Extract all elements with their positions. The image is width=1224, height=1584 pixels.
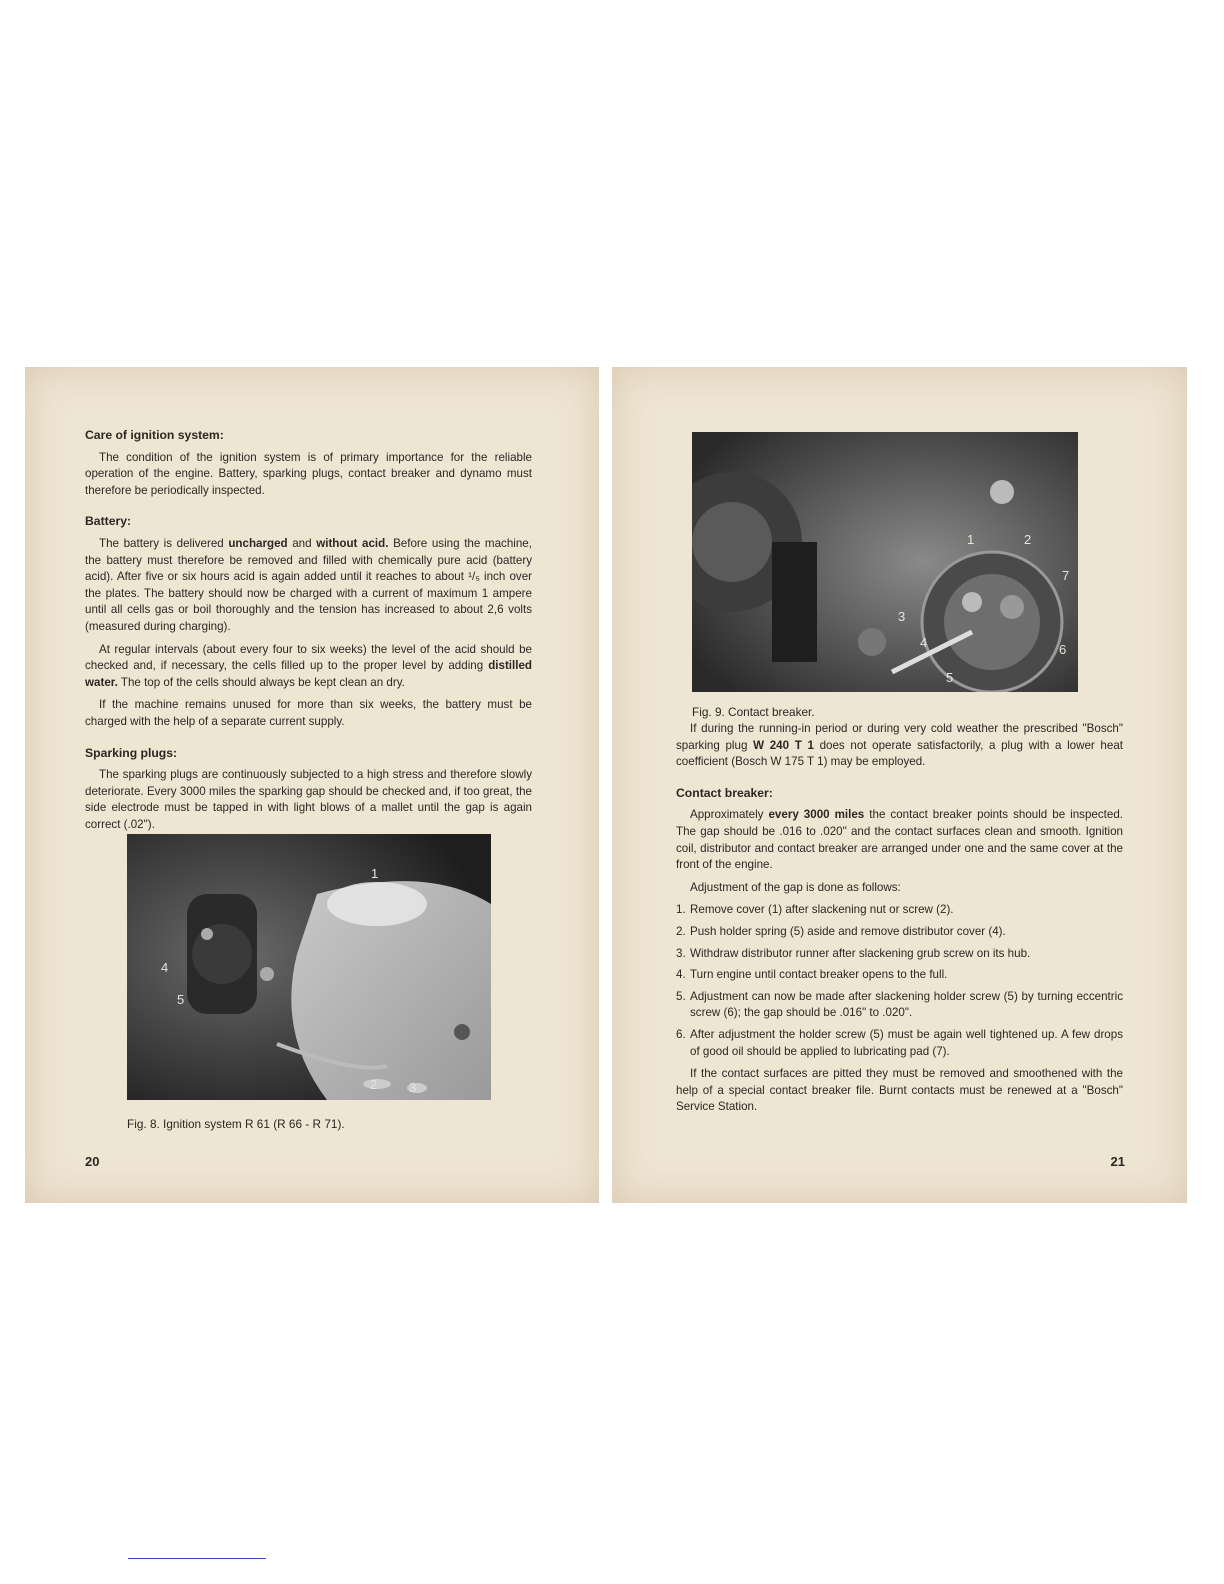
contact-paragraph-2: Adjustment of the gap is done as follows: bbox=[690, 880, 901, 894]
contact-paragraph-3: If the contact surfaces are pitted they must be removed and smoothened with the help of a special contact breaker file. Burnt contacts must be renewed at a "Bosch" Service Station. bbox=[676, 1067, 1123, 1114]
running-in-section bbox=[676, 721, 1123, 771]
battery-paragraph-2: At regular intervals (about every four to six weeks) the level of the acid should be checked and, if necessary, the cells filled up to the proper level by adding distilled water. The top of the cells should always be kept clean an dry. bbox=[85, 642, 532, 689]
adjustment-steps bbox=[676, 902, 1123, 1060]
fig9-label-1: 1 bbox=[967, 532, 975, 547]
fig9-label-5: 5 bbox=[946, 670, 954, 685]
fig8-caption: Fig. 8. Ignition system R 61 (R 66 - R 71). bbox=[127, 1117, 345, 1131]
step-item: 4. Turn engine until contact breaker opens to the full. bbox=[676, 968, 948, 982]
page-number-right: 21 bbox=[1110, 1154, 1125, 1169]
step-item: 2. Push holder spring (5) aside and remove distributor cover (4). bbox=[676, 924, 1006, 938]
fig9-label-2: 2 bbox=[1024, 532, 1032, 547]
battery-paragraph-1: The battery is delivered uncharged and without acid. Before using the machine, the battery must therefore be removed and filled with chemically pure acid (battery acid). After five or six hours acid is again added until it reaches to about ¹/₅ inch over the plates. The battery should now be charged with a current of maximum 1 ampere until all cells gas or boil thoroughly and the tension has increased to about 2,6 volts (measured during charging). bbox=[85, 536, 533, 633]
care-heading: Care of ignition system: bbox=[85, 428, 224, 442]
footnote-rule bbox=[128, 1558, 266, 1559]
fig9-caption: Fig. 9. Contact breaker. bbox=[692, 705, 815, 719]
right-text-column bbox=[676, 721, 1123, 1130]
fig8-label-4: 4 bbox=[161, 960, 169, 975]
left-text-column bbox=[85, 427, 532, 847]
plugs-heading: Sparking plugs: bbox=[85, 745, 178, 760]
battery-section bbox=[85, 513, 532, 730]
ignition-system-photo bbox=[127, 834, 491, 1100]
battery-paragraph-3: If the machine remains unused for more than six weeks, the battery must be charged with the help of a separate current supply. bbox=[85, 698, 532, 728]
battery-heading: Battery: bbox=[85, 514, 132, 529]
plugs-section bbox=[85, 745, 532, 834]
running-in-paragraph: If during the running-in period or during very cold weather the prescribed "Bosch" sparking plug W 240 T 1 does not operate satisfactorily, a plug with a lower heat coefficient (Bosch W 175 T 1) may be employed. bbox=[676, 722, 1123, 769]
contact-breaker-heading: Contact breaker: bbox=[676, 785, 773, 800]
left-page bbox=[25, 367, 599, 1203]
step-item: 5. Adjustment can now be made after slackening holder screw (5) by turning eccentric screw (6); the gap should be .016" to .020". bbox=[676, 989, 1123, 1020]
right-page bbox=[612, 367, 1187, 1203]
care-paragraph: The condition of the ignition system is of primary importance for the reliable operation of the engine. Battery, sparking plugs, contact breaker and dynamo must therefore be periodically inspected. bbox=[85, 450, 532, 497]
page-number-left: 20 bbox=[85, 1154, 100, 1169]
fig9-label-7: 7 bbox=[1062, 568, 1070, 583]
step-item: 1. Remove cover (1) after slackening nut or screw (2). bbox=[676, 903, 954, 917]
contact-breaker-photo bbox=[692, 432, 1078, 692]
step-item: 6. After adjustment the holder screw (5) must be again well tightened up. A few drops of good oil should be applied to lubricating pad (7). bbox=[676, 1027, 1123, 1058]
fig9-label-6: 6 bbox=[1059, 642, 1067, 657]
contact-breaker-section bbox=[676, 785, 1123, 1116]
care-section bbox=[85, 427, 532, 499]
fig8-label-3: 3 bbox=[409, 1080, 417, 1095]
contact-paragraph-1: Approximately every 3000 miles the contact breaker points should be inspected. The gap should be .016 to .020" and the contact surfaces clean and smooth. Ignition coil, distributor and contact breaker are arranged under one and the same cover at the front of the engine. bbox=[676, 808, 1124, 872]
fig8-label-2: 2 bbox=[370, 1077, 378, 1092]
fig9-label-3: 3 bbox=[898, 609, 906, 624]
step-item: 3. Withdraw distributor runner after slackening grub screw on its hub. bbox=[676, 946, 1031, 960]
fig8-label-1: 1 bbox=[371, 866, 379, 881]
fig9-label-4: 4 bbox=[920, 635, 928, 650]
plugs-paragraph: The sparking plugs are continuously subjected to a high stress and therefore slowly deteriorate. Every 3000 miles the sparking gap should be checked and, if too great, the side electrode must be tapped in with light blows of a mallet until the gap is again correct (.02"). bbox=[85, 768, 532, 831]
fig8-label-5: 5 bbox=[177, 992, 185, 1007]
